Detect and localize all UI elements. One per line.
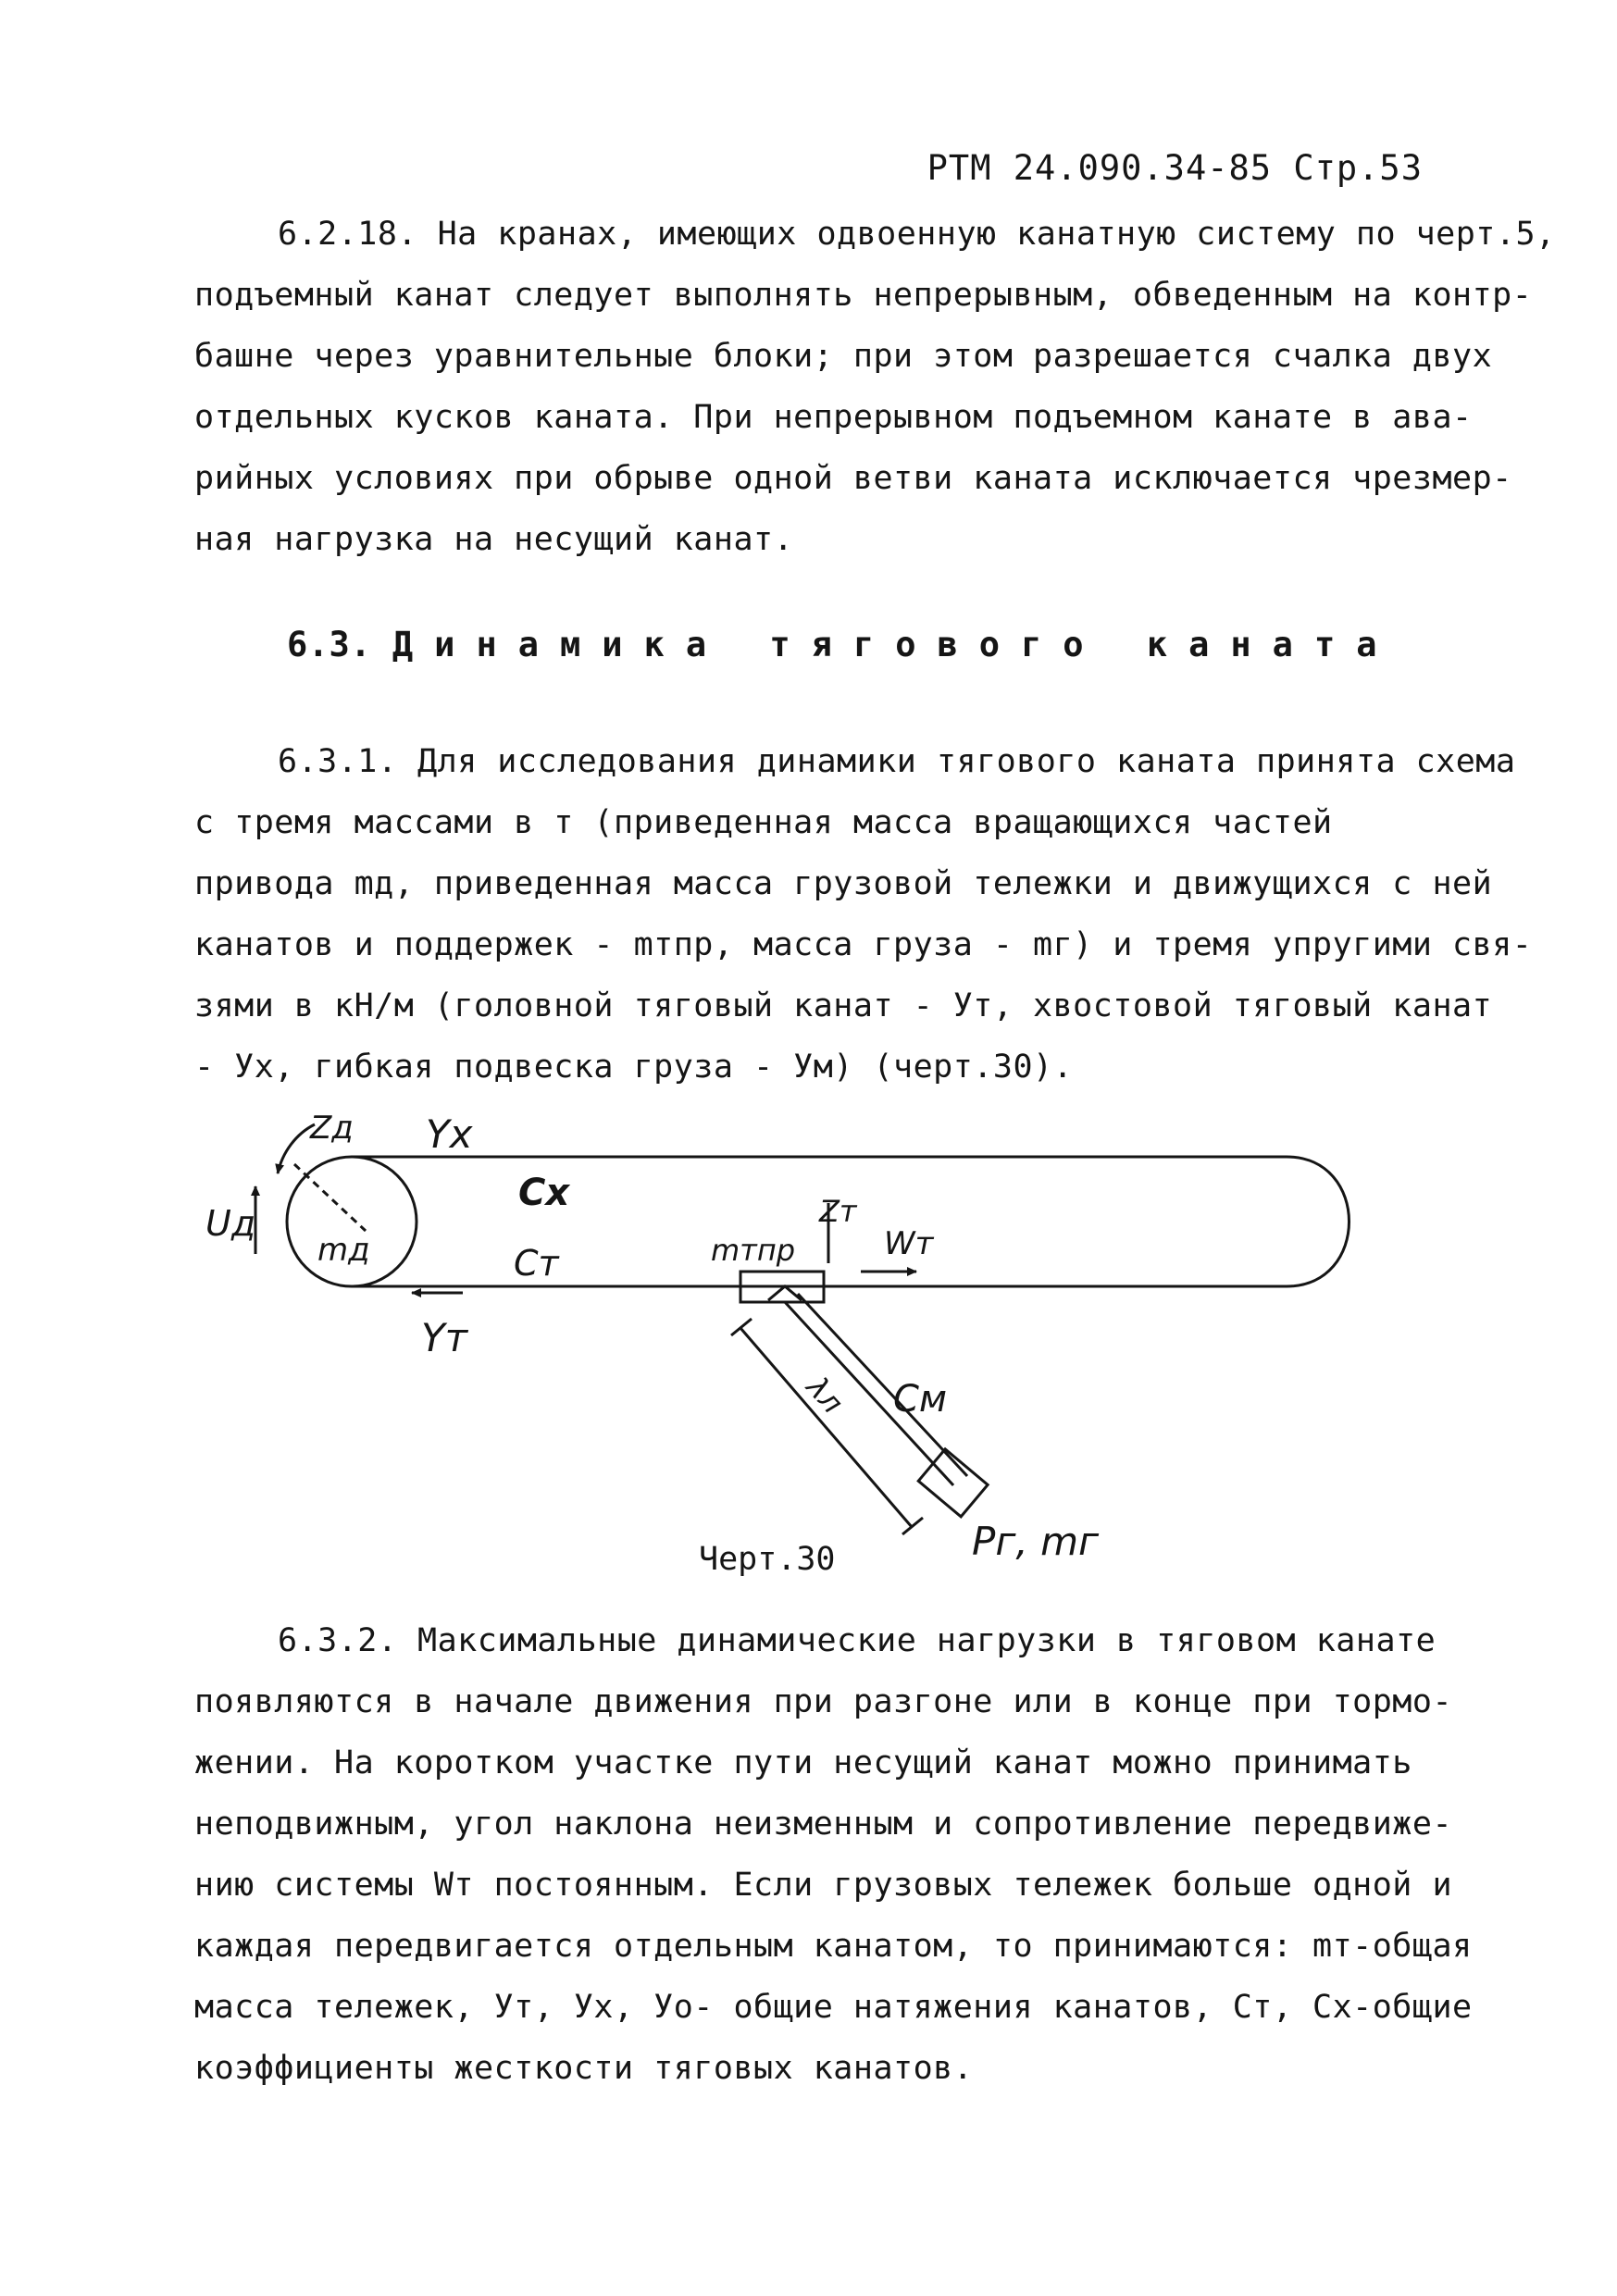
drum-axis <box>294 1164 366 1231</box>
label-lambda: λл <box>800 1369 851 1421</box>
section-number: 6.3. <box>287 625 372 664</box>
label-m-d: mд <box>317 1232 370 1269</box>
text-line: 6.2.18. На кранах, имеющих одвоенную канатную систему по черт.5, <box>278 216 1556 253</box>
label-u-d: Uд <box>205 1203 256 1244</box>
text-line: появляются в начале движения при разгоне или в конце при тормо- <box>194 1683 1453 1720</box>
text-line: 6.3.2. Максимальные динамические нагрузки в тяговом канате <box>278 1622 1437 1659</box>
label-z-d: Zд <box>310 1110 354 1147</box>
label-m-tpr: mтпр <box>711 1233 796 1268</box>
label-c-x: Cх <box>518 1172 570 1214</box>
text-line: нию системы Wт постоянным. Если грузовых тележек больше одной и <box>194 1867 1453 1904</box>
label-c-m: Cм <box>893 1378 948 1421</box>
dimension-tick <box>731 1319 752 1335</box>
text-line: рийных условиях при обрыве одной ветви каната исключается чрезмер- <box>194 460 1512 497</box>
rope-return-end <box>1287 1157 1350 1286</box>
section-title: Динамика тягового каната <box>392 625 1399 664</box>
text-line: коэффициенты жесткости тяговых канатов. <box>194 2050 974 2087</box>
text-line: подъемный канат следует выполнять непрерывным, обведенным на контр- <box>194 277 1533 314</box>
text-line: каждая передвигается отдельным канатом, то принимаются: mт-общая <box>194 1928 1473 1965</box>
text-line: канатов и поддержек - mтпр, масса груза - mг) и тремя упругими свя- <box>194 926 1533 963</box>
text-line: башне через уравнительные блоки; при этом разрешается счалка двух <box>194 338 1493 375</box>
trolley-wheel <box>768 1286 802 1300</box>
label-y-t: Yт <box>421 1315 468 1360</box>
figure-caption: Черт.30 <box>699 1541 836 1578</box>
text-line: привода mд, приведенная масса грузовой тележки и движущихся с ней <box>194 865 1493 902</box>
text-line: неподвижным, угол наклона неизменным и сопротивление передвиже- <box>194 1806 1453 1843</box>
text-line: 6.3.1. Для исследования динамики тягового каната принята схема <box>278 743 1516 780</box>
text-line: жении. На коротком участке пути несущий канат можно принимать <box>194 1744 1412 1781</box>
text-line: отдельных кусков каната. При непрерывном подъемном канате в ава- <box>194 399 1473 436</box>
label-c-t: Cт <box>514 1243 559 1284</box>
label-z-t: Zт <box>819 1194 857 1229</box>
text-line: - Ух, гибкая подвеска груза - Ум) (черт.30). <box>194 1049 1074 1086</box>
text-line: зями в кН/м (головной тяговый канат - Ут, хвостовой тяговый канат <box>194 987 1493 1024</box>
text-line: ная нагрузка на несущий канат. <box>194 521 794 558</box>
label-w-t: Wт <box>884 1225 934 1262</box>
text-line: с тремя массами в т (приведенная масса вращающихся частей <box>194 804 1333 841</box>
label-y-x: Yх <box>426 1111 473 1157</box>
text-line: масса тележек, Ут, Ух, Уо- общие натяжения канатов, Ст, Сх-общие <box>194 1989 1473 2026</box>
label-p-m: Pг, mг <box>972 1519 1100 1564</box>
page-header: РТМ 24.090.34-85 Стр.53 <box>927 148 1423 188</box>
paragraph-6-3-2 <box>194 1610 1473 2099</box>
lambda-dimension <box>740 1328 912 1527</box>
